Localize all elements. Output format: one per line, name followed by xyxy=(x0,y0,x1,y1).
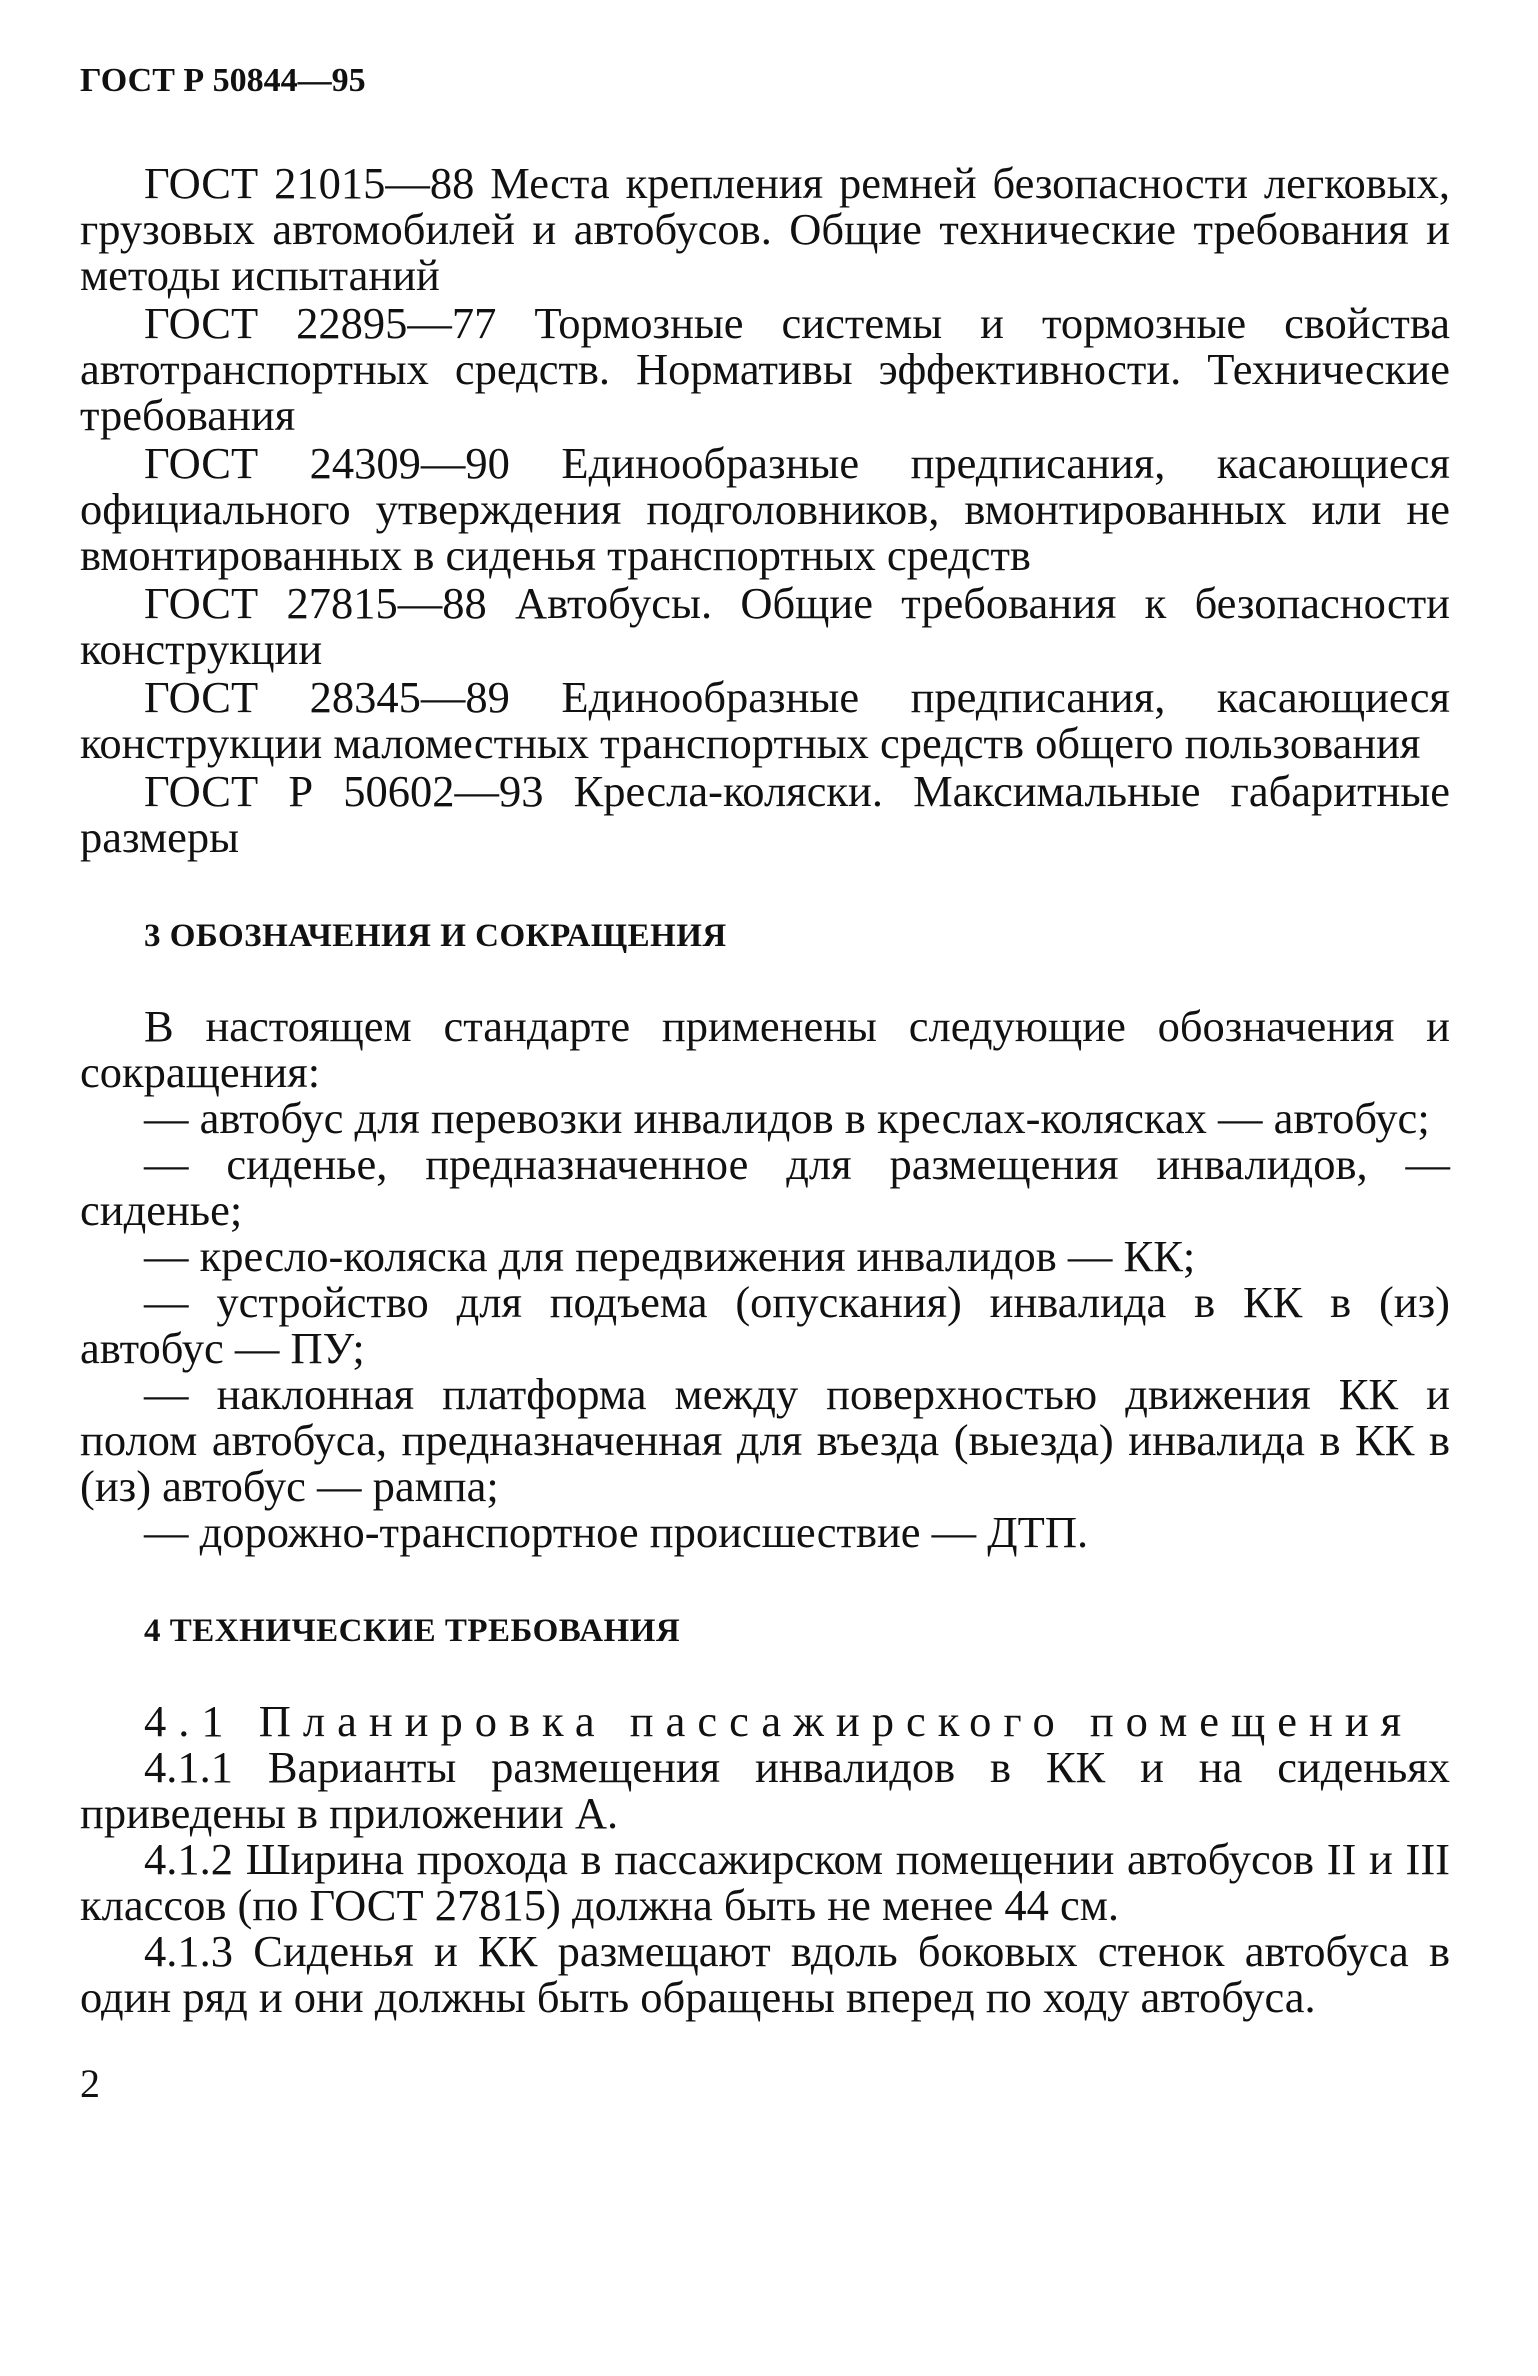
section-4-heading: 4 ТЕХНИЧЕСКИЕ ТРЕБОВАНИЯ xyxy=(144,1613,681,1649)
section-3-body xyxy=(80,1003,1450,1555)
reference-item: ГОСТ 28345—89 Единообразные предписания, касающиеся конструкции маломестных транспортных средств общего пользования xyxy=(80,672,1450,768)
definition-item: — наклонная платформа между поверхностью движения КК и полом автобуса, предназначенная для въезда (выезда) инвалида в КК в (из) автобус — рампа; xyxy=(80,1369,1450,1511)
clause-item: 4.1.3 Сиденья и КК размещают вдоль боковых стенок автобуса в один ряд и они должны быть обращены вперед по ходу автобуса. xyxy=(80,1926,1450,2022)
clause-item: 4.1.2 Ширина прохода в пассажирском помещении автобусов II и III классов (по ГОСТ 27815) должна быть не менее 44 см. xyxy=(80,1834,1450,1930)
reference-item: ГОСТ 27815—88 Автобусы. Общие требования к безопасности конструкции xyxy=(80,578,1450,674)
definition-item: — сиденье, предназначенное для размещения инвалидов, — сиденье; xyxy=(80,1139,1450,1235)
normative-references xyxy=(80,160,1450,860)
reference-item: ГОСТ 22895—77 Тормозные системы и тормозные свойства автотранспортных средств. Нормативы эффективности. Технические требования xyxy=(80,298,1450,440)
document-header: ГОСТ Р 50844—95 xyxy=(80,62,366,99)
definition-item: — кресло-коляска для передвижения инвалидов — КК; xyxy=(144,1231,1196,1281)
document-page xyxy=(80,62,1450,2020)
section-3-intro: В настоящем стандарте применены следующие обозначения и сокращения: xyxy=(80,1001,1450,1097)
subsection-4-1-heading: 4.1 Планировка пассажирского помещения xyxy=(144,1696,1414,1746)
page-number: 2 xyxy=(80,2061,100,2106)
definition-item: — дорожно-транспортное происшествие — ДТП. xyxy=(144,1507,1089,1557)
reference-item: ГОСТ 24309—90 Единообразные предписания, касающиеся официального утверждения подголовников, вмонтированных или не вмонтированных в сиденья транспортных средств xyxy=(80,438,1450,580)
definition-item: — устройство для подъема (опускания) инвалида в КК в (из) автобус — ПУ; xyxy=(80,1277,1450,1373)
section-3-heading: 3 ОБОЗНАЧЕНИЯ И СОКРАЩЕНИЯ xyxy=(144,918,727,954)
clause-item: 4.1.1 Варианты размещения инвалидов в КК и на сиденьях приведены в приложении А. xyxy=(80,1742,1450,1838)
reference-item: ГОСТ Р 50602—93 Кресла-коляски. Максимальные габаритные размеры xyxy=(80,766,1450,862)
section-4-body xyxy=(80,1698,1450,2020)
definition-item: — автобус для перевозки инвалидов в креслах-колясках — автобус; xyxy=(144,1093,1430,1143)
reference-item: ГОСТ 21015—88 Места крепления ремней безопасности легковых, грузовых автомобилей и автобусов. Общие технические требования и методы испытаний xyxy=(80,158,1450,300)
